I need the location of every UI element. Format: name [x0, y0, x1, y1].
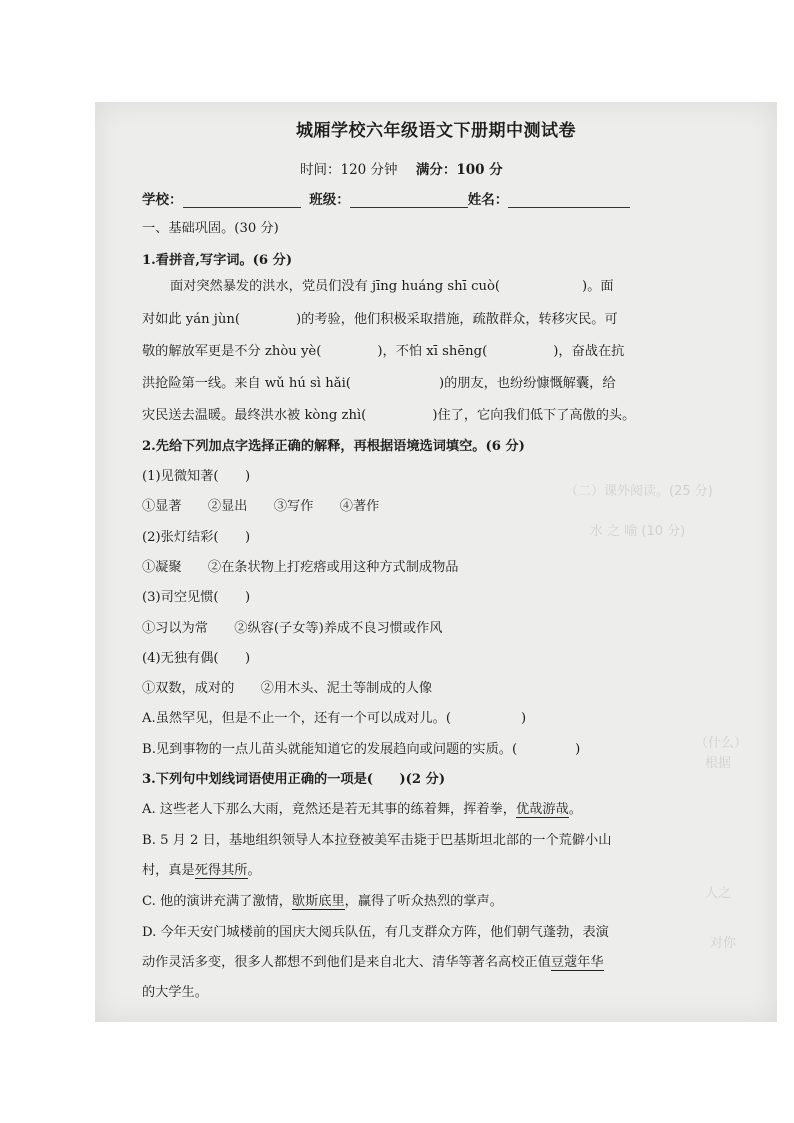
q3-text: 。 — [568, 802, 582, 817]
q2-item: (3)司空见惯( ) — [142, 590, 251, 605]
q1-line-1 — [170, 278, 770, 296]
q1-line-5 — [142, 407, 742, 425]
bleed-through-text: 对你 — [710, 936, 737, 951]
q2-options: ①凝聚 ②在条状物上打疙瘩或用这种方式制成物品 — [142, 560, 459, 575]
underlined-word: 优哉游哉 — [515, 802, 569, 817]
school-label: 学校： — [142, 192, 183, 208]
q2-options: ①双数，成对的 ②用木头、泥土等制成的人像 — [142, 681, 433, 696]
q1-line-4 — [142, 375, 742, 393]
q3-option-c — [142, 893, 742, 911]
q1-text: )的朋友，也纷纷慷慨解囊，给 — [438, 376, 616, 391]
q3-text: C. 他的演讲充满了激情， — [142, 894, 292, 909]
time-limit: 时间：120 分钟 — [300, 162, 398, 178]
bleed-through-text: 人之 — [705, 886, 732, 901]
q3-option-d-end: 的大学生。 — [142, 985, 208, 1000]
q2-item: (2)张灯结彩( ) — [142, 530, 251, 545]
q3-option-d-cont — [142, 954, 742, 972]
school-blank[interactable] — [183, 193, 301, 208]
student-fields — [142, 188, 630, 208]
q2-options: ①显著 ②显出 ③写作 ④著作 — [142, 499, 380, 514]
q3-text: 村，真是 — [142, 863, 195, 878]
q3-text: ，赢得了听众热烈的掌声。 — [344, 894, 503, 909]
exam-paper — [95, 102, 777, 1022]
q2-item: (1)见微知著( ) — [142, 469, 251, 484]
exam-info — [300, 158, 517, 178]
q1-text: )住了，它向我们低下了高傲的头。 — [432, 408, 636, 423]
q3-text: A. 这些老人下那么大雨，竟然还是若无其事的练着舞，挥着拳， — [142, 802, 516, 817]
class-label: 班级： — [309, 192, 350, 208]
bleed-through-text: 根据 — [705, 756, 732, 771]
q1-line-2 — [142, 311, 742, 329]
full-score: 满分：100 分 — [415, 162, 503, 178]
question-1-heading: 1.看拼音,写字词。(6 分) — [142, 253, 293, 268]
exam-title: 城厢学校六年级语文下册期中测试卷 — [296, 121, 576, 141]
q1-text: 对如此 yán jùn( — [142, 312, 240, 327]
underlined-word: 歇斯底里 — [291, 894, 345, 909]
bleed-through-text: （二）课外阅读。(25 分) — [565, 484, 713, 499]
q2-fill-a — [142, 710, 742, 728]
q2-text: A.虽然罕见，但是不止一个，还有一个可以成对儿。( — [142, 711, 451, 726]
exam-content — [95, 102, 777, 1022]
question-3-heading: 3.下列句中划线词语使用正确的一项是( )(2 分) — [142, 772, 446, 787]
q1-text: )。面 — [582, 279, 614, 294]
class-blank[interactable] — [350, 193, 468, 208]
bleed-through-text: （什么） — [695, 736, 748, 751]
q2-text: B.见到事物的一点儿苗头就能知道它的发展趋向或问题的实质。( — [142, 742, 518, 757]
question-2-heading: 2.先给下列加点字选择正确的解释，再根据语境选词填空。(6 分) — [142, 439, 525, 454]
q2-options: ①习以为常 ②纵容(子女等)养成不良习惯或作风 — [142, 621, 443, 636]
q1-line-3 — [142, 343, 742, 361]
q1-text: )，奋战在抗 — [553, 344, 625, 359]
section-heading: 一、基础巩固。(30 分) — [142, 221, 279, 236]
underlined-word: 豆蔻年华 — [550, 955, 604, 970]
q2-text: ) — [520, 711, 527, 726]
q1-text: )的考验，他们积极采取措施，疏散群众，转移灾民。可 — [295, 312, 618, 327]
name-blank[interactable] — [508, 193, 630, 208]
q2-item: (4)无独有偶( ) — [142, 651, 251, 666]
q1-text: 洪抢险第一线。来自 wǔ hú sì hǎi( — [142, 376, 351, 391]
underlined-word: 死得其所 — [194, 863, 248, 878]
name-label: 姓名： — [467, 192, 509, 208]
q1-text: 面对突然暴发的洪水，党员们没有 jīng huáng shī cuò( — [170, 279, 501, 294]
q2-fill-b — [142, 741, 742, 759]
q1-text: 灾民送去温暖。最终洪水被 kòng zhì( — [142, 408, 367, 423]
bleed-through-text: 水 之 喻 (10 分) — [590, 524, 686, 539]
q1-text: )，不怕 xī shēng( — [377, 344, 488, 359]
q3-option-b-cont — [142, 862, 742, 880]
q1-text: 敬的解放军更是不分 zhòu yè( — [142, 344, 322, 359]
q2-text: ) — [575, 742, 581, 757]
q3-text: 动作灵活多变，很多人都想不到他们是来自北大、清华等著名高校正值 — [142, 955, 551, 970]
q3-option-d: D. 今年天安门城楼前的国庆大阅兵队伍，有几支群众方阵，他们朝气蓬勃，表演 — [142, 925, 609, 940]
q3-text: 。 — [247, 863, 261, 878]
q3-option-a — [142, 801, 742, 819]
q3-option-b: B. 5 月 2 日，基地组织领导人本拉登被美军击毙于巴基斯坦北部的一个荒僻小山 — [142, 833, 612, 848]
